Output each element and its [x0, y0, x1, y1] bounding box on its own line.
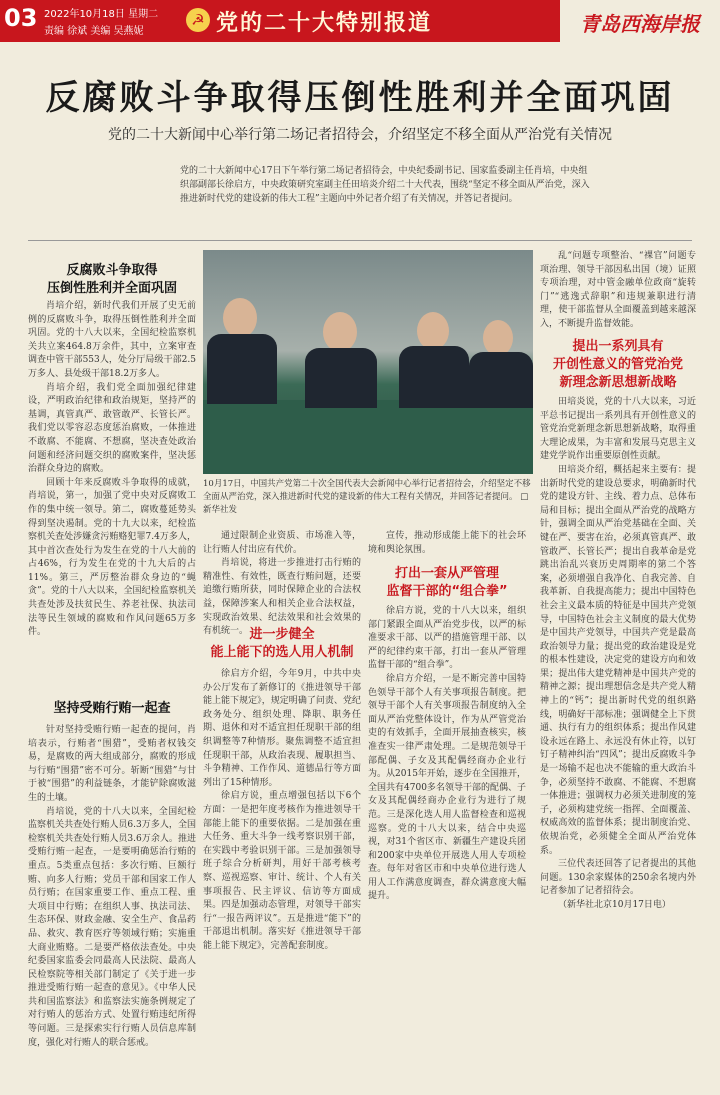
column-2-text — [203, 530, 361, 637]
column-1-text — [28, 300, 196, 696]
photo-table — [203, 400, 533, 474]
press-conference-photo — [203, 250, 533, 474]
paragraph: 徐启方说，党的十八大以来，组织部门紧跟全面从严治党步伐，以严的标准要求干部、以严的措施管理干部、以严的纪律约束干部，打出一套从严管理监督干部的“组合拳”。 — [368, 606, 526, 671]
section-heading-4: 打出一套从严管理 监督干部的“组合拳” — [386, 566, 508, 599]
paragraph: 肖培介绍，新时代我们开展了史无前例的反腐败斗争，取得压倒性胜利并全面巩固。党的十八大以来，全国纪检监察机关共立案464.8万余件，其中，立案审查调查中管干部553人，处分厅局级干部2.5万多人、县处级干部18.2万多人。 — [28, 301, 196, 379]
paragraph: 通过限制企业资质、市场准入等，让行贿人付出应有代价。 — [203, 531, 361, 555]
column-1b-text — [28, 724, 196, 1086]
divider — [28, 240, 692, 241]
paragraph: 徐启方介绍，今年9月，中共中央办公厅发布了新修订的《推进领导干部能上能下规定》，规定明确了问责、党纪政务处分、组织处理、降职、职务任期、退休和对不适宜担任现职干部的组织调整等7种情形。聚焦调整不适宜担任现职干部，从政治表现、履职担当、斗争精神、工作作风、道德品行等方面列出了15种情形。 — [203, 669, 361, 788]
photo-caption: 10月17日，中国共产党第二十次全国代表大会新闻中心举行记者招待会，介绍坚定不移全面从严治党，深入推进新时代党的建设新的伟大工程有关情况，并回答记者提问。 □新华社发 — [203, 479, 531, 515]
paragraph: 乱“问题专项整治、“裸官”问题专项治理、领导干部因私出国（境）证照专项治理，对中管金融单位政商“旋转门”“逃逸式辞职”和违规兼职进行清理，使干部监督从全面覆盖到越来越深入，不断提升监督效能。 — [540, 251, 696, 329]
column-2b-text — [203, 668, 361, 1086]
page-header — [0, 0, 720, 42]
column-3-text — [368, 530, 526, 560]
column-4-text — [540, 250, 696, 330]
section-heading-5: 提出一系列具有 开创性意义的管党治党 新理念新思想新战略 — [552, 339, 683, 390]
paragraph: 回顾十年来反腐败斗争取得的成就，肖培说，第一，加强了党中央对反腐败工作的集中统一领导。第二，腐败蔓延势头得到坚决遏制。党的十九大以来，纪检监察机关查处涉嫌贪污贿赂犯罪7.4万多人，其中首次查处行为发生在党的十八大前的占46%，行为发生在党的十九大后的占11%。第三，严厉整治群众身边的“蝇贪”。党的十八大以来，全国纪检监察机关共查处涉及扶贫民生、养老社保、执法司法等民生领域的腐败和作风问题65万多件。 — [28, 477, 196, 638]
special-report-title: 党的二十大特别报道 — [216, 11, 433, 36]
paragraph: 肖培说，将进一步推进打击行贿的精准性、有效性，既查行贿问题，还要追缴行贿所获，同时保障企业的合法权益，保障涉案人和相关企业合法权益，实现政治效果、纪法效果和社会效果的有机统一。 — [203, 558, 361, 637]
section-heading-3: 进一步健全 能上能下的选人用人机制 — [210, 627, 354, 660]
paragraph: 田培炎介绍，概括起来主要有：提出新时代党的建设总要求，明确新时代党的建设方针、主线、着力点、总体布局和目标；提出全面从严治党的战略方针，强调全面从严治党基础在全面、关键在严、要害在治，必须真管真严、敢管敢严、长管长严；提出自我革命是党跳出治乱兴衰历史周期率的第二个答案，必须增强自我净化、自我完善、自我革新、自我提高能力；提出中国特色社会主义最本质的特征是中国共产党领导，中国特色社会主义制度的最大优势是中国共产党领导，中国共产党是最高政治领导力量；提出党的政治建设是党的根本性建设，决定党的建设方向和效果；提出伟大建党精神是中国共产党的精神之源；提出理想信念是共产党人精神上的“钙”；提出新时代党的组织路线，明确好干部标准；强调健全上下贯通、执行有力的组织体系；提出作风建设永远在路上、永远没有休止符，以钉钉子精神纠治“四风”；提出反腐败斗争是一场输不起也决不能输的重大政治斗争，必须坚持不敢腐、不能腐、不想腐一体推进；强调权力必须关进制度的笼子，必须构建党统一指挥、全面覆盖、权威高效的监督体系；提出制度治党、依规治党，必须健全全面从严治党体系。 — [540, 464, 696, 856]
newspaper-masthead: 青岛西海岸报 — [580, 12, 700, 36]
column-3b-text — [368, 605, 526, 1086]
article-title: 反腐败斗争取得压倒性胜利并全面巩固 — [45, 78, 675, 118]
section-heading-1: 反腐败斗争取得 压倒性胜利并全面巩固 — [46, 263, 177, 296]
paragraph: 三位代表还回答了记者提出的其他问题。130余家媒体的250余名境内外记者参加了记者招待会。 — [540, 859, 696, 897]
paragraph: 田培炎说，党的十八大以来，习近平总书记提出一系列具有开创性意义的管党治党新理念新思想新战略，取得重大理论成果，为丰富和发展马克思主义建党学说作出重要原创性贡献。 — [540, 397, 696, 462]
issue-date: 2022年10月18日 星期二 — [44, 9, 159, 20]
paragraph: （新华社北京10月17日电） — [558, 899, 671, 910]
paragraph: 徐启方介绍，一是不断完善中国特色领导干部个人有关事项报告制度。把领导干部个人有关事项报告制度纳入全面从严治党整体设计，作为从严管党治吏的有效抓手，全面开展抽查核实，核准查实一律严肃处理。二是规范领导干部配偶、子女及其配偶经商办企业行为。从2015年开始，逐步在全国推开，全国共有4700多名领导干部的配偶、子女及其配偶经商办企业行为进行了规范。三是深化选人用人监督检查和巡视巡察。党的十八大以来，结合中央巡视，对31个省区市、新疆生产建设兵团和200家中央单位开展选人用人专项检查。每年对省区市和中央单位进行选人用人工作满意度调查，群众满意度大幅提升。 — [368, 673, 526, 902]
article-subtitle: 党的二十大新闻中心举行第二场记者招待会，介绍坚定不移全面从严治党有关情况 — [108, 127, 612, 143]
page-number: 03 — [4, 4, 38, 32]
party-emblem-icon: ☭ — [186, 8, 210, 32]
section-heading-2: 坚持受贿行贿一起查 — [53, 701, 171, 716]
article-lead: 党的二十大新闻中心17日下午举行第二场记者招待会，中央纪委副书记、国家监委副主任肖培，中央组织部副部长徐启方，中央政策研究室副主任田培炎介绍二十大代表，围绕“坚定不移全面从严治党，深入推进新时代党的建设新的伟大工程”主题向中外记者介绍了有关情况，并答记者提问。 — [180, 166, 590, 204]
paragraph: 宣传，推动形成能上能下的社会环境和舆论氛围。 — [368, 531, 526, 555]
column-4b-text — [540, 396, 696, 1086]
paragraph: 针对坚持受贿行贿一起查的提问，肖培表示，行贿者“围猎”，受贿者权钱交易，是腐败的两大组成部分，腐败的形成与行贿“围猎”密不可分。斩断“围猎”与甘于被“围猎”的利益链条，才能铲除腐败滋生的土壤。 — [28, 725, 196, 803]
paragraph: 肖培介绍，我们党全面加强纪律建设，严明政治纪律和政治规矩，坚持严的基调，真管真严、敢管敢严、长管长严。我们党以零容忍态度惩治腐败，一体推进不敢腐、不能腐、不想腐，坚决查处政治问题和经济问题交织的腐败案件，坚决惩治群众身边的腐败。 — [28, 382, 196, 475]
paragraph: 肖培说，党的十八大以来，全国纪检监察机关共查处行贿人员6.3万多人，全国检察机关共查处行贿人员3.6万余人。推进受贿行贿一起查，一是要明确惩治行贿的重点。5类重点包括：多次行贿、巨额行贿、向多人行贿；党员干部和国家工作人员行贿；在国家重要工作、重点工程、重大项目中行贿；在组织人事、执法司法、生态环保、财政金融、安全生产、食品药品、救灾、教育医疗等领域行贿；实施重大商业贿赂。二是要严格依法查处。中央纪委国家监委会同最高人民法院、最高人民检察院等相关部门制定了《关于进一步推进受贿行贿一起查的意见》。《中华人民共和国监察法》和监察法实施条例规定了对行贿人的惩治方式、处置行贿违纪所得等问题。三是探索实行行贿人员信息库制度，强化对行贿人的联合惩戒。 — [28, 806, 196, 1048]
paragraph: 徐启方说，重点增强包括以下6个方面：一是把年度考核作为推进领导干部能上能下的重要依据。二是加强在重大任务、重大斗争一线考察识别干部，在实践中考验识别干部。三是加强领导班子综合分析研判，用好干部考核考察、巡视巡察、审计、统计、个人有关事项报告、民主评议、信访等方面成果。四是加强动态管理，对领导干部实行“一报告两评议”。五是推进“能下”的干部退出机制。落实好《推进领导干部能上能下规定》，完善配套制度。 — [203, 791, 361, 951]
editors: 责编 徐斌 美编 吴燕妮 — [44, 26, 144, 37]
